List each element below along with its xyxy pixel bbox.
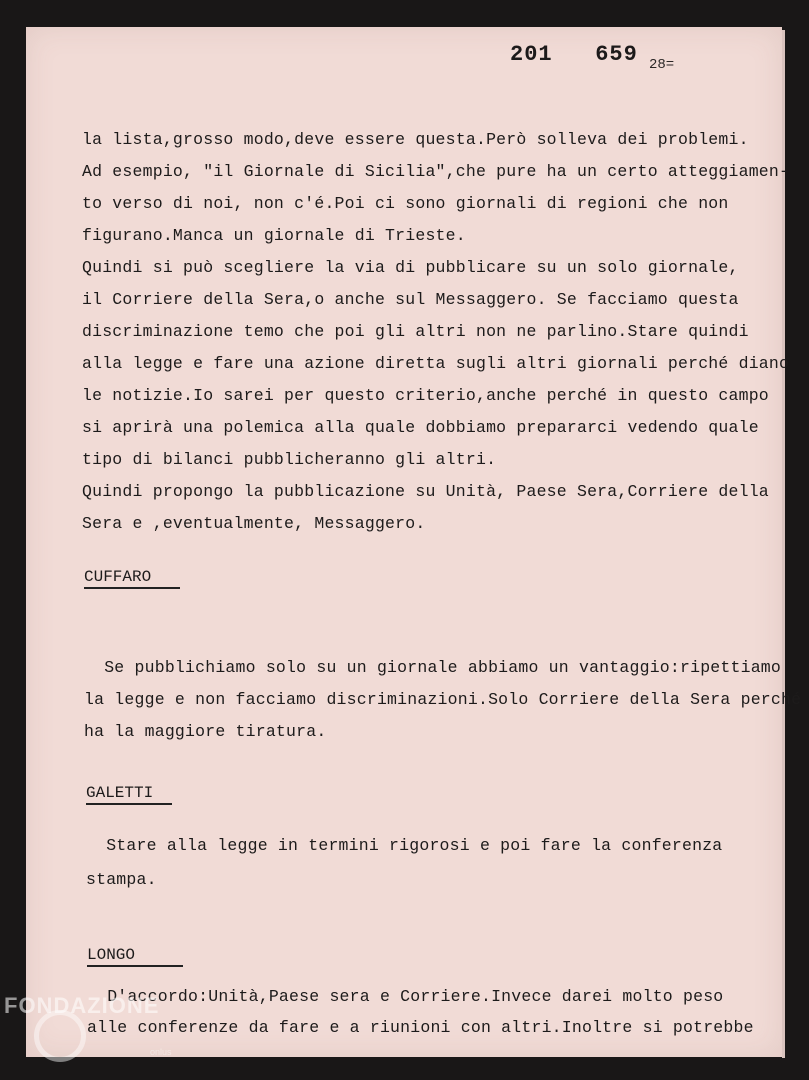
watermark-text: FONDAZIONE <box>4 993 160 1018</box>
page-edge <box>782 30 785 1058</box>
body-line: Quindi propongo la pubblicazione su Unità, Paese Sera,Corriere della <box>82 482 769 501</box>
speaker-name-longo: LONGO <box>87 946 136 964</box>
body-line: discriminazione temo che poi gli altri non ne parlino.Stare quindi <box>82 322 749 341</box>
speaker-underline <box>84 587 180 589</box>
section-line: alle conferenze da fare e a riunioni con altri.Inoltre si potrebbe <box>87 1018 754 1037</box>
document-number: 201 659 <box>510 42 638 67</box>
body-line: le notizie.Io sarei per questo criterio,anche perché in questo campo <box>82 386 769 405</box>
document-page <box>26 27 782 1057</box>
body-line: figurano.Manca un giornale di Trieste. <box>82 226 466 245</box>
speaker-underline <box>87 965 183 967</box>
section-line: ha la maggiore tiratura. <box>84 722 327 741</box>
body-line: tipo di bilanci pubblicheranno gli altri. <box>82 450 497 469</box>
body-line: to verso di noi, non c'é.Poi ci sono giornali di regioni che non <box>82 194 729 213</box>
section-line: D'accordo:Unità,Paese sera e Corriere.Invece darei molto peso <box>87 987 724 1006</box>
section-line: Se pubblichiamo solo su un giornale abbiamo un vantaggio:ripettiamo <box>84 658 782 677</box>
body-line: alla legge e fare una azione diretta sugli altri giornali perché diano <box>82 354 790 373</box>
body-line: la lista,grosso modo,deve essere questa.Però solleva dei problemi. <box>82 130 749 149</box>
body-line: il Corriere della Sera,o anche sul Messaggero. Se facciamo questa <box>82 290 739 309</box>
page-number: 28= <box>649 57 675 73</box>
speaker-name-galetti: GALETTI <box>86 784 154 802</box>
watermark-subtext: onlus <box>150 1047 172 1057</box>
body-line: Sera e ,eventualmente, Messaggero. <box>82 514 426 533</box>
speaker-name-cuffaro: CUFFARO <box>84 568 152 586</box>
section-line: Stare alla legge in termini rigorosi e poi fare la conferenza <box>86 836 723 855</box>
section-line: stampa. <box>86 870 157 889</box>
body-line: Ad esempio, "il Giornale di Sicilia",che pure ha un certo atteggiamen- <box>82 162 790 181</box>
speaker-underline <box>86 803 172 805</box>
body-line: si aprirà una polemica alla quale dobbiamo prepararci vedendo quale <box>82 418 759 437</box>
body-line: Quindi si può scegliere la via di pubblicare su un solo giornale, <box>82 258 739 277</box>
section-line: la legge e non facciamo discriminazioni.Solo Corriere della Sera perché <box>84 690 802 709</box>
